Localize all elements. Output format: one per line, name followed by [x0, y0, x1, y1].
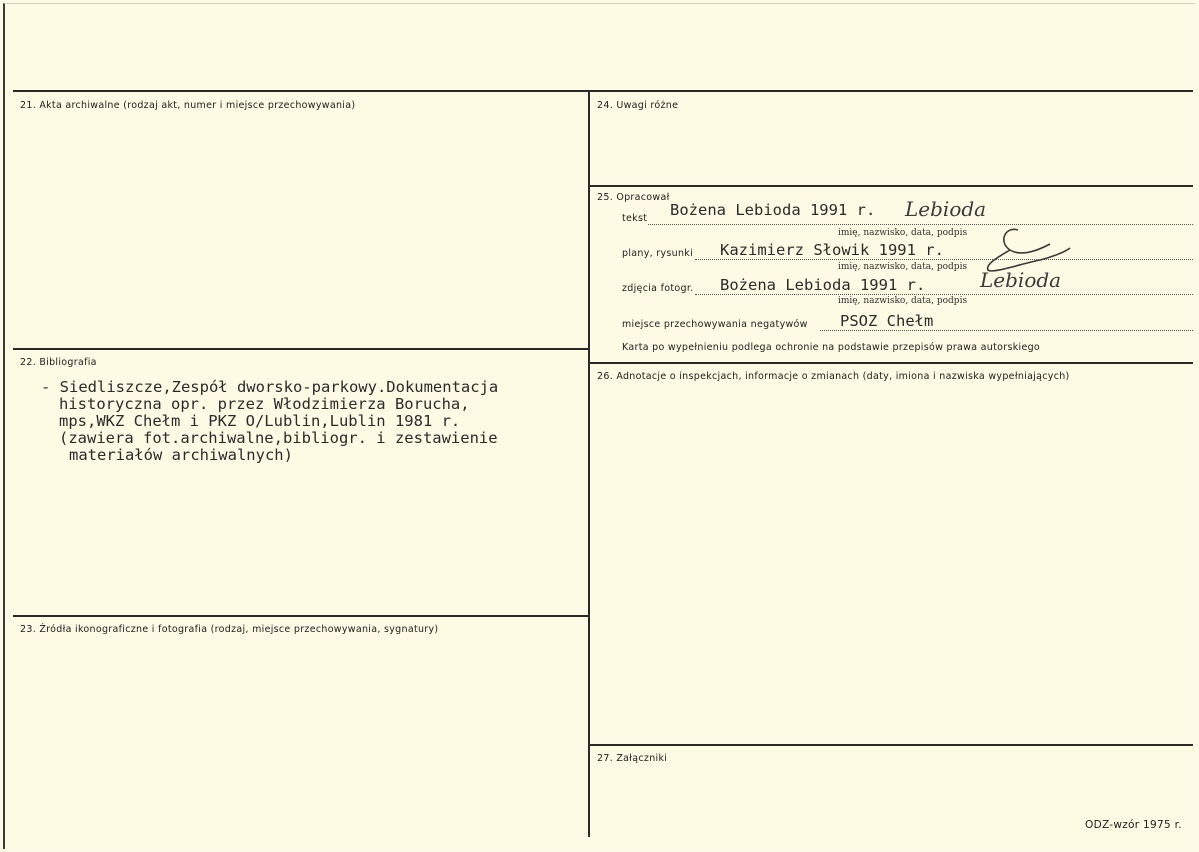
section-26-label: 26. Adnotacje o inspekcjach, informacje o zmianach (daty, imiona i nazwiska wypełniających) [597, 371, 1070, 382]
negatywy-line [820, 330, 1193, 331]
bibliography-line: - Siedliszcze,Zespół dworsko-parkowy.Dokumentacja [41, 378, 499, 396]
bibliography-line: (zawiera fot.archiwalne,bibliogr. i zestawienie [59, 429, 498, 447]
rule-25 [590, 185, 1193, 187]
section-21-label: 21. Akta archiwalne (rodzaj akt, numer i miejsce przechowywania) [20, 100, 356, 111]
zdjecia-signature: Lebioda [980, 268, 1062, 292]
plany-label: plany, rysunki [622, 248, 694, 259]
section-27-label: 27. Załączniki [597, 753, 668, 764]
rule-26 [590, 362, 1193, 364]
plany-value: Kazimierz Słowik 1991 r. [720, 241, 944, 259]
bibliography-line: historyczna opr. przez Włodzimierza Borucha, [59, 395, 470, 413]
tekst-line [648, 224, 1193, 225]
section-25-label: 25. Opracował [597, 192, 670, 203]
bibliography-line: mps,WKZ Chełm i PKZ O/Lublin,Lublin 1981 r. [59, 412, 461, 430]
section-24-label: 24. Uwagi różne [597, 100, 679, 111]
record-card [3, 3, 1196, 849]
tekst-caption: imię, nazwisko, data, podpis [838, 228, 968, 238]
tekst-signature: Lebioda [905, 197, 987, 221]
zdjecia-line [695, 294, 1193, 295]
bibliography-text [41, 379, 498, 464]
zdjecia-value: Bożena Lebioda 1991 r. [720, 276, 926, 294]
copyright-note: Karta po wypełnieniu podlega ochronie na podstawie przepisów prawa autorskiego [622, 342, 1041, 353]
section-22-label: 22. Bibliografia [20, 357, 97, 368]
tekst-label: tekst [622, 213, 648, 224]
form-id: ODZ-wzór 1975 r. [1085, 819, 1182, 831]
negatywy-label: miejsce przechowywania negatywów [622, 319, 808, 330]
plany-caption: imię, nazwisko, data, podpis [838, 262, 968, 272]
zdjecia-caption: imię, nazwisko, data, podpis [838, 296, 968, 306]
tekst-value: Bożena Lebioda 1991 r. [670, 201, 876, 219]
negatywy-value: PSOZ Chełm [840, 312, 934, 330]
top-rule [13, 90, 1193, 92]
zdjecia-label: zdjęcia fotogr. [622, 283, 694, 294]
section-23-label: 23. Źródła ikonograficzne i fotografia (rodzaj, miejsce przechowywania, sygnatury) [20, 624, 439, 635]
rule-27 [590, 744, 1193, 746]
bibliography-line: materiałów archiwalnych) [69, 446, 293, 464]
rule-22 [13, 348, 588, 350]
plany-line [695, 259, 1193, 260]
center-divider [588, 90, 590, 837]
rule-23 [13, 615, 588, 617]
